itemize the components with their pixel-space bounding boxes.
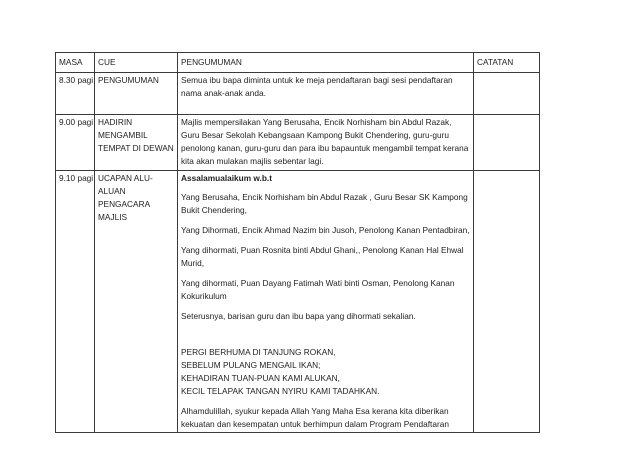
row-pengumuman	[178, 171, 474, 433]
table-row	[56, 171, 540, 433]
row-cue: PENGUMUMAN	[95, 73, 178, 115]
row-cue: HADIRIN MENGAMBIL TEMPAT DI DEWAN	[95, 115, 178, 171]
pantun-verse	[181, 346, 470, 398]
row-pengumuman: Semua ibu bapa diminta untuk ke meja pendaftaran bagi sesi pendaftaran nama anak-anak anda.	[178, 73, 474, 115]
pantun-line: SEBELUM PULANG MENGAIL IKAN;	[181, 360, 321, 370]
paragraph: Yang Berusaha, Encik Norhisham bin Abdul Razak , Guru Besar SK Kampong Bukit Chendering,	[181, 192, 468, 215]
paragraph: Yang dihormati, Puan Rosnita binti Abdul Ghani,, Penolong Kanan Hal Ehwal Murid,	[181, 245, 464, 268]
row-catatan	[474, 115, 540, 171]
header-masa: MASA	[56, 53, 95, 73]
greeting: Assalamualaikum w.b.t	[181, 173, 272, 183]
table-row	[56, 73, 540, 115]
closing-paragraph: Alhamdulillah, syukur kepada Allah Yang Maha Esa kerana kita diberikan kekuatan dan kesempatan untuk berhimpun dalam Program Pendaftaran	[181, 406, 449, 429]
row-cue: UCAPAN ALU-ALUAN PENGACARA MAJLIS	[95, 171, 178, 433]
table-row	[56, 115, 540, 171]
paragraph: Seterusnya, barisan guru dan ibu bapa yang dihormati sekalian.	[181, 311, 416, 321]
row-masa: 9.10 pagi	[56, 171, 95, 433]
header-cue: CUE	[95, 53, 178, 73]
pantun-line: KECIL TELAPAK TANGAN NYIRU KAMI TADAHKAN.	[181, 386, 380, 396]
table-header-row	[56, 53, 540, 73]
row-catatan	[474, 171, 540, 433]
header-pengumuman: PENGUMUMAN	[178, 53, 474, 73]
row-masa: 8.30 pagi	[56, 73, 95, 115]
schedule-table	[55, 52, 540, 433]
paragraph: Yang dihormati, Puan Dayang Fatimah Wati binti Osman, Penolong Kanan Kokurikulum	[181, 278, 455, 301]
pantun-line: PERGI BERHUMA DI TANJUNG ROKAN,	[181, 347, 336, 357]
pantun-line: KEHADIRAN TUAN-PUAN KAMI ALUKAN,	[181, 373, 340, 383]
header-catatan: CATATAN	[474, 53, 540, 73]
row-catatan	[474, 73, 540, 115]
row-masa: 9.00 pagi	[56, 115, 95, 171]
row-pengumuman: Majlis mempersilakan Yang Berusaha, Encik Norhisham bin Abdul Razak, Guru Besar Sekolah Kebangsaan Kampong Bukit Chendering, guru-guru penolong kanan, guru-guru dan para ibu bapauntuk mengambil tempat kerana kita akan mulakan majlis sebentar lagi.	[178, 115, 474, 171]
paragraph: Yang Dihormati, Encik Ahmad Nazim bin Jusoh, Penolong Kanan Pentadbiran,	[181, 225, 470, 235]
